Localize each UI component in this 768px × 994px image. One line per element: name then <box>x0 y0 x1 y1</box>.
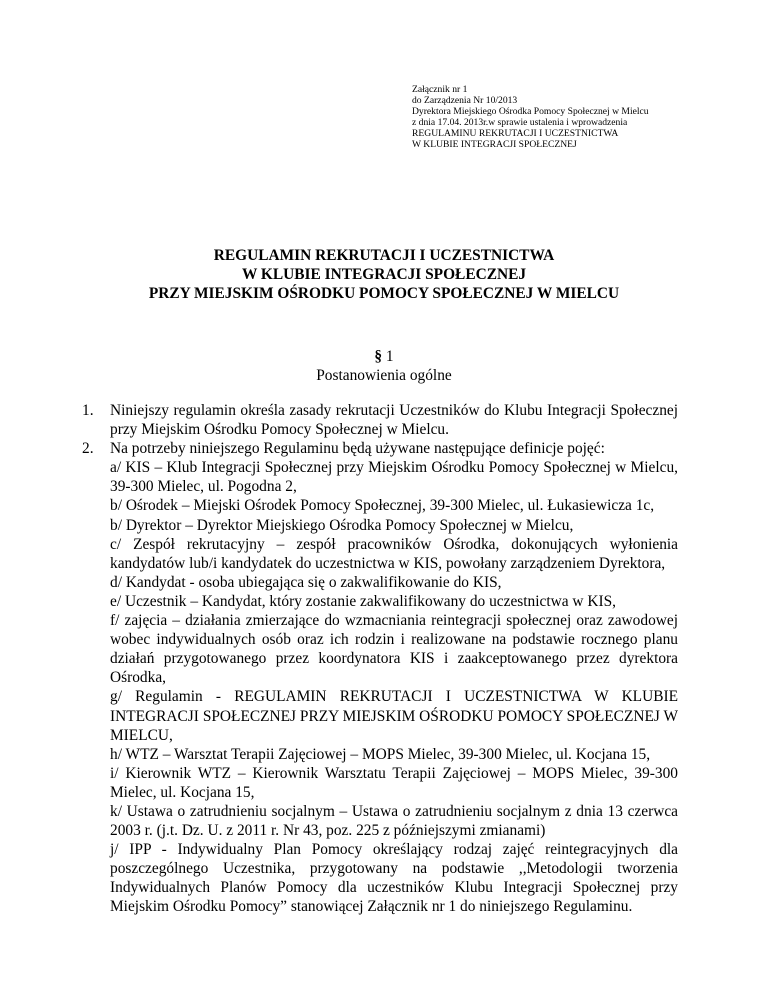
attachment-note-line: Załącznik nr 1 <box>412 84 468 95</box>
attachment-note-line: do Zarządzenia Nr 10/2013 <box>412 95 518 106</box>
definition-dyrektor: b/ Dyrektor – Dyrektor Miejskiego Ośrodka Pomocy Społecznej w Mielcu, <box>110 516 574 534</box>
list-item-text: Na potrzeby niniejszego Regulaminu będą używane następujące definicje pojęć: <box>110 440 605 458</box>
document-title <box>0 246 768 303</box>
list-item-number: 2. <box>82 440 94 458</box>
definition-ipp: j/ IPP - Indywidualny Plan Pomocy określający rodzaj zajęć reintegracyjnych dla poszczególnego Uczestnika, przygotowany na podstawie ,,Metodologii tworzenia Indywidualnych Planów Pomocy dla uczestników Klubu Integracji Społecznej przy Miejskim Ośrodku Pomocy” stanowiącej Załącznik nr 1 do niniejszego Regulaminu. <box>110 841 678 916</box>
definition-uczestnik: e/ Uczestnik – Kandydat, który zostanie zakwalifikowany do uczestnictwa w KIS, <box>110 592 617 610</box>
document-title-line: W KLUBIE INTEGRACJI SPOŁECZNEJ <box>241 266 527 283</box>
definition-zajecia: f/ zajęcia – działania zmierzające do wzmacniania reintegracji społecznej oraz zawodowej wobec indywidualnych osób oraz ich rodzin i realizowane na podstawie rocznego planu działań przygotowanego przez koordynatora KIS i zaakceptowanego przez dyrektora Ośrodka, <box>110 612 678 687</box>
definition-ustawa: k/ Ustawa o zatrudnieniu socjalnym – Ustawa o zatrudnieniu socjalnym z dnia 13 czerwca 2003 r. (j.t. Dz. U. z 2011 r. Nr 43, poz. 225 z późniejszymi zmianami) <box>110 802 678 840</box>
document-title-line: REGULAMIN REKRUTACJI I UCZESTNICTWA <box>213 247 555 264</box>
definition-osrodek: b/ Ośrodek – Miejski Ośrodek Pomocy Społecznej, 39-300 Mielec, ul. Łukasiewicza 1c, <box>110 497 655 515</box>
list-item <box>82 439 678 916</box>
document-title-line: PRZY MIEJSKIM OŚRODKU POMOCY SPOŁECZNEJ W MIELCU <box>148 285 620 302</box>
attachment-note-line: z dnia 17.04. 2013r.w sprawie ustalenia i wprowadzenia <box>412 117 628 128</box>
section-number <box>0 347 768 366</box>
section-symbol: § <box>374 348 383 365</box>
list-item-text: Niniejszy regulamin określa zasady rekrutacji Uczestników do Klubu Integracji Społecznej przy Miejskim Ośrodku Pomocy Społecznej w Mielcu. <box>110 402 678 439</box>
attachment-note-line: W KLUBIE INTEGRACJI SPOŁECZNEJ <box>412 139 577 150</box>
definition-kierownik-wtz: i/ Kierownik WTZ – Kierownik Warsztatu Terapii Zajęciowej – MOPS Mielec, 39-300 Mielec, ul. Kocjana 15, <box>110 764 678 801</box>
definition-regulamin: g/ Regulamin - REGULAMIN REKRUTACJI I UCZESTNICTWA W KLUBIE INTEGRACJI SPOŁECZNEJ PRZY MIEJSKIM OŚRODKU POMOCY SPOŁECZNEJ W MIELCU, <box>110 688 678 744</box>
provisions-list <box>82 401 678 917</box>
attachment-note-line: REGULAMINU REKRUTACJI I UCZESTNICTWA <box>412 128 619 139</box>
definition-kandydat: d/ Kandydat - osoba ubiegająca się o zakwalifikowanie do KIS, <box>110 573 502 591</box>
section-heading: Postanowienia ogólne <box>316 367 452 384</box>
attachment-note-line: Dyrektora Miejskiego Ośrodka Pomocy Społecznej w Mielcu <box>412 106 649 117</box>
definition-zespol: c/ Zespół rekrutacyjny – zespół pracowników Ośrodka, dokonujących wyłonienia kandydatów lub/i kandydatek do uczestnictwa w KIS, powołany zarządzeniem Dyrektora, <box>110 535 678 572</box>
attachment-note <box>412 84 649 150</box>
definition-wtz: h/ WTZ – Warsztat Terapii Zajęciowej – MOPS Mielec, 39-300 Mielec, ul. Kocjana 15, <box>110 745 651 763</box>
definition-kis: a/ KIS – Klub Integracji Społecznej przy Miejskim Ośrodku Pomocy Społecznej w Mielcu, 39-300 Mielec, ul. Pogodna 2, <box>110 459 678 496</box>
list-item <box>82 401 678 439</box>
section-number-value: 1 <box>385 348 394 365</box>
list-item-number: 1. <box>82 402 94 419</box>
